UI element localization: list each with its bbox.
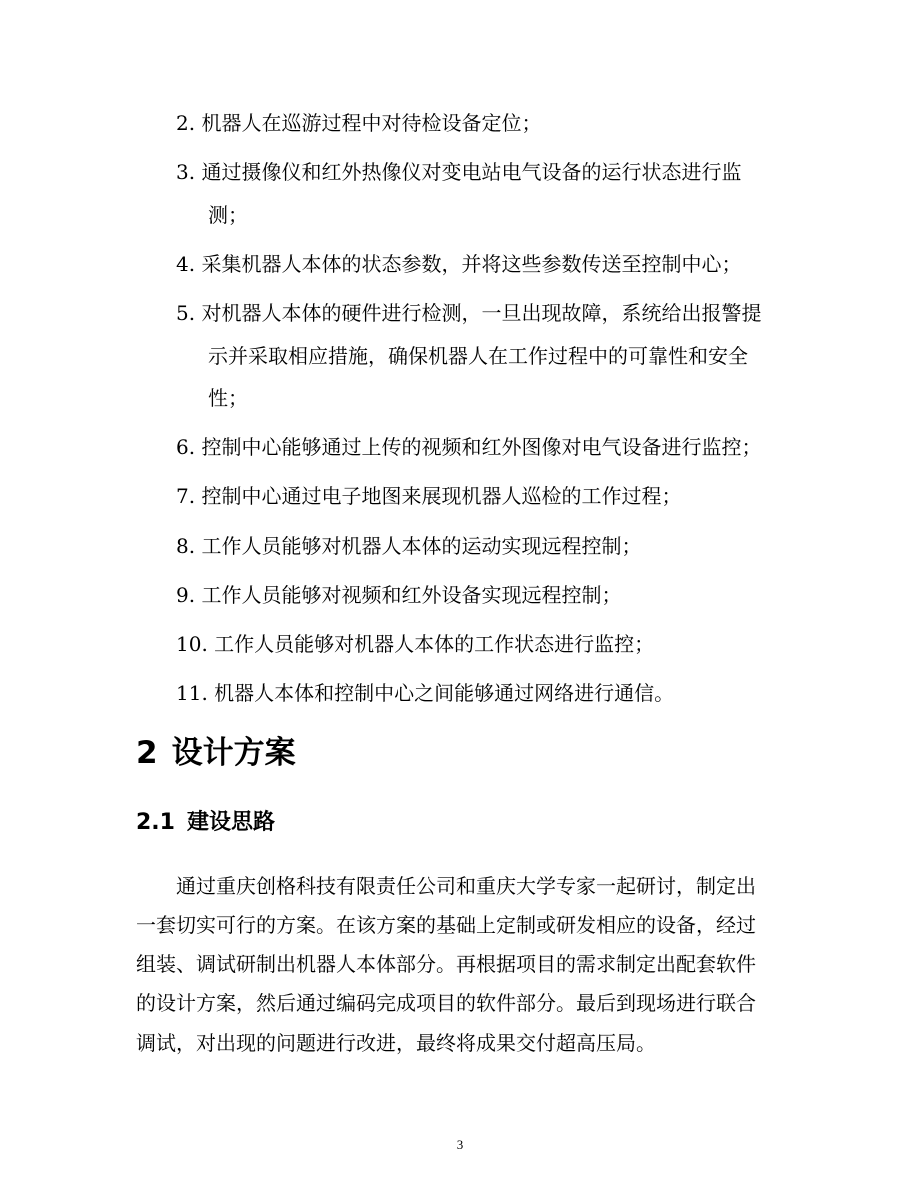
list-item-line: 6. 控制中心能够通过上传的视频和红外图像对电气设备进行监控； <box>176 435 762 459</box>
paragraph-line: 的设计方案，然后通过编码完成项目的软件部分。最后到现场进行联合 <box>136 991 756 1015</box>
subsection-heading <box>136 808 275 838</box>
list-item-line: 性； <box>208 386 248 410</box>
list-item-line: 11. 机器人本体和控制中心之间能够通过网络进行通信。 <box>176 681 675 705</box>
list-item-line: 测； <box>208 203 248 227</box>
list-item-line: 5. 对机器人本体的硬件进行检测，一旦出现故障，系统给出报警提 <box>176 301 762 325</box>
list-item-line: 4. 采集机器人本体的状态参数，并将这些参数传送至控制中心； <box>176 252 742 276</box>
list-item-line: 3. 通过摄像仪和红外热像仪对变电站电气设备的运行状态进行监 <box>176 160 742 184</box>
list-item-line: 9. 工作人员能够对视频和红外设备实现远程控制； <box>176 583 622 607</box>
paragraph-line: 一套切实可行的方案。在该方案的基础上定制或研发相应的设备，经过 <box>136 913 756 937</box>
section-title: 设计方案 <box>171 735 296 771</box>
page-number: 3 <box>456 1137 464 1152</box>
paragraph-line: 调试，对出现的问题进行改进，最终将成果交付超高压局。 <box>136 1031 656 1055</box>
list-item-line: 示并采取相应措施，确保机器人在工作过程中的可靠性和安全 <box>208 344 748 368</box>
list-item-line: 8. 工作人员能够对机器人本体的运动实现远程控制； <box>176 534 642 558</box>
list-item-line: 7. 控制中心通过电子地图来展现机器人巡检的工作过程； <box>176 484 682 508</box>
paragraph-line: 通过重庆创格科技有限责任公司和重庆大学专家一起研讨，制定出 <box>176 874 756 898</box>
subsection-title: 建设思路 <box>186 810 275 835</box>
list-item-line: 10. 工作人员能够对机器人本体的工作状态进行监控； <box>176 632 655 656</box>
section-heading <box>136 731 296 775</box>
subsection-number: 2.1 <box>136 810 175 835</box>
section-number: 2 <box>136 735 158 771</box>
paragraph-line: 组装、调试研制出机器人本体部分。再根据项目的需求制定出配套软件 <box>136 952 756 976</box>
list-item-line: 2. 机器人在巡游过程中对待检设备定位； <box>176 111 542 135</box>
